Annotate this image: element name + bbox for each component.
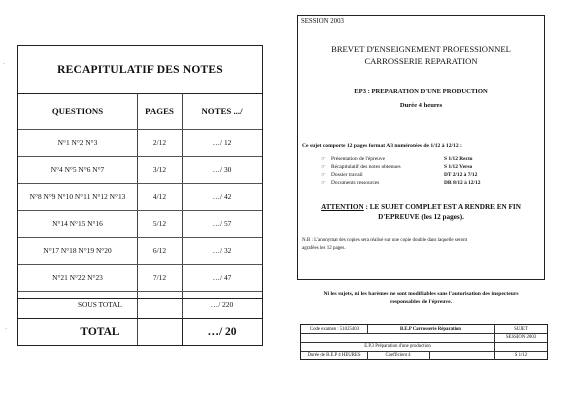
row-questions: N°4 N°5 N°6 N°7	[50, 165, 105, 174]
subtotal-notes: …/ 220	[210, 300, 234, 309]
row-pages: 4/12	[152, 192, 167, 201]
attention-line: ATTENTION : LE SUJET COMPLET EST A RENDRE EN FIN	[321, 203, 521, 211]
content-item: ☞ Dossier travail DT 2/12 à 7/12	[321, 172, 478, 178]
exam-code: Code examen : 51025403	[309, 326, 360, 332]
recap-title: RECAPITULATIF DES NOTES	[18, 46, 262, 94]
notice-line-2: responsables de l'épreuve.	[389, 299, 453, 305]
row-notes: …/ 30	[212, 165, 232, 174]
row-questions: N°17 N°18 N°19 N°20	[43, 246, 112, 255]
sujet-label: SUJET	[514, 326, 528, 332]
content-item: ☞ Récapitulatif des notes obtenues S 1/12 Verso	[321, 164, 473, 170]
row-notes: …/ 57	[212, 219, 232, 228]
row-questions: N°21 N°22 N°23	[52, 273, 103, 282]
row-questions: N°14 N°15 N°16	[52, 219, 103, 228]
session-cell: SESSION 2003	[505, 335, 537, 340]
bep-label: B.E.P Carrosserie Réparation	[400, 326, 461, 332]
epreuve-title: EP3 : PREPARATION D'UNE PRODUCTION	[354, 88, 488, 95]
duration-cell: Durée de B.E.P 4 HEURES	[307, 353, 361, 358]
content-item: ☞ Présentation de l'épreuve S 1/12 Recto	[321, 156, 473, 162]
row-pages: 2/12	[152, 138, 167, 147]
pages-intro: Ce sujet comporte 12 pages format A3 numérotées de 1/12 à 12/12 :	[302, 143, 462, 149]
header-questions: QUESTIONS	[51, 106, 104, 116]
row-pages: 7/12	[152, 273, 167, 282]
footer-table	[300, 324, 548, 360]
row-questions: N°8 N°9 N°10 N°11 N°12 N°13	[29, 192, 126, 201]
total-notes: …/ 20	[207, 325, 237, 338]
scan-speck: ·	[3, 60, 6, 68]
duration: Durée 4 heures	[399, 102, 443, 109]
row-notes: …/ 42	[212, 192, 232, 201]
pointing-hand-icon: ☞	[321, 181, 326, 186]
subtotal-label: SOUS TOTAL	[77, 300, 123, 309]
ep3-label: E.P.3 Préparation d'une production	[364, 344, 431, 349]
header-pages: PAGES	[145, 106, 174, 116]
row-notes: …/ 47	[212, 273, 232, 282]
row-pages: 5/12	[152, 219, 167, 228]
coefficient-cell: Coefficient 4	[385, 353, 411, 358]
diploma-title: BREVET D'ENSEIGNEMENT PROFESSIONNEL	[331, 44, 511, 54]
content-item: ☞ Documents ressources DR 8/12 à 12/12	[321, 180, 481, 186]
nb-line-2: agrafées les 12 pages.	[302, 246, 346, 251]
page-number-cell: S 1/12	[514, 353, 528, 358]
row-questions: N°1 N°2 N°3	[57, 138, 98, 147]
nb-line-1: N.B : L'anonymat des copies sera réalisé sur une copie double dans laquelle seront	[302, 238, 468, 243]
column-divider	[429, 351, 430, 360]
speciality-title: CARROSSERIE REPARATION	[364, 56, 478, 66]
pointing-hand-icon: ☞	[321, 173, 326, 178]
subject-sheet	[297, 15, 545, 280]
pointing-hand-icon: ☞	[321, 157, 326, 162]
row-pages: 3/12	[152, 165, 167, 174]
total-label: TOTAL	[80, 325, 120, 338]
session-label: SESSION 2003	[301, 18, 344, 25]
header-notes: NOTES .../	[201, 106, 243, 116]
scan-speck: ·	[5, 325, 8, 333]
pointing-hand-icon: ☞	[321, 165, 326, 170]
row-pages: 6/12	[152, 246, 167, 255]
row-notes: …/ 32	[212, 246, 232, 255]
row-notes: …/ 12	[212, 138, 232, 147]
recap-table	[17, 45, 263, 346]
attention-line-2: D'EPREUVE (les 12 pages).	[378, 213, 464, 221]
notice-line-1: Ni les sujets, ni les barèmes ne sont modifiables sans l'autorisation des inspecteurs	[323, 291, 519, 297]
